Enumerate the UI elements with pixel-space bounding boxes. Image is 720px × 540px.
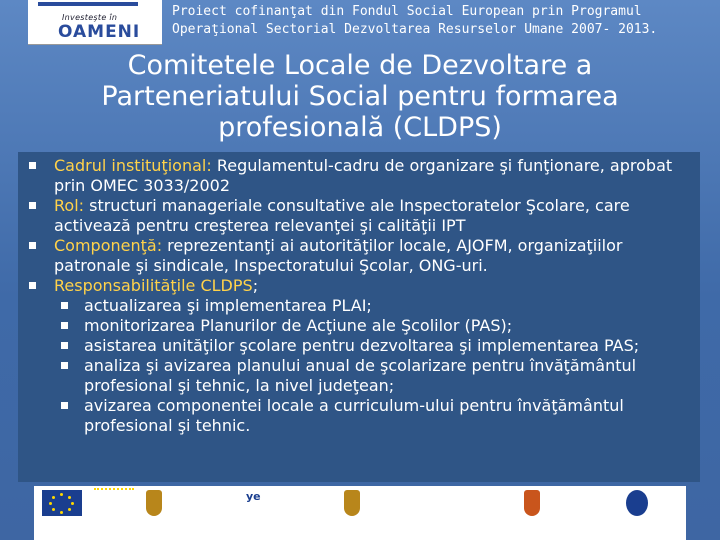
sub-item-text: actualizarea şi implementarea PLAI; <box>84 296 372 315</box>
item-text: structuri manageriale consultative ale Inspectoratelor Şcolare, care activează pentru creşterea relevanţei şi calităţii IPT <box>54 196 630 235</box>
list-item <box>24 196 698 236</box>
logo-wordmark: OAMENI <box>58 22 141 42</box>
item-keyword: Responsabilităţile CLDPS <box>54 276 253 295</box>
square-bullet-icon <box>61 342 68 349</box>
square-bullet-icon <box>29 282 36 289</box>
sub-list-item <box>24 336 698 356</box>
sub-list-item <box>24 296 698 316</box>
bullet-list <box>24 156 698 436</box>
project-header <box>172 3 657 39</box>
sub-item-text: avizarea componentei locale a curriculum-ului pentru învăţământul profesional şi tehnic. <box>84 396 624 435</box>
logo-stripe <box>38 2 138 6</box>
list-item <box>24 276 698 296</box>
oameni-logo <box>28 0 162 45</box>
square-bullet-icon <box>61 302 68 309</box>
square-bullet-icon <box>61 402 68 409</box>
coat-of-arms-icon <box>344 490 360 516</box>
title-line-3: profesională (CLDPS) <box>218 112 502 143</box>
coat-of-arms-icon <box>524 490 540 516</box>
title-line-1: Comitetele Locale de Dezvoltare a <box>127 50 593 81</box>
title-line-2: Parteneriatului Social pentru formarea <box>101 81 619 112</box>
square-bullet-icon <box>61 322 68 329</box>
sub-item-text: analiza şi avizarea planului anual de şcolarizare pentru învăţământul profesional şi tehnic, la nivel judeţean; <box>84 356 637 395</box>
header-line-1: Proiect cofinanţat din Fondul Social European prin Programul <box>172 4 642 19</box>
slide-title <box>0 50 720 143</box>
item-text: ; <box>252 276 259 295</box>
institution-seal-icon <box>626 490 648 516</box>
content-panel <box>18 152 700 482</box>
item-keyword: Cadrul instituţional: <box>54 156 212 175</box>
eu-flag-icon <box>42 490 82 516</box>
sub-item-text: asistarea unităţilor şcolare pentru dezvoltarea şi implementarea PAS; <box>84 336 640 355</box>
sub-item-text: monitorizarea Planurilor de Acţiune ale Şcolilor (PAS); <box>84 316 513 335</box>
logo-tagline: Investeşte în <box>62 13 118 22</box>
square-bullet-icon <box>29 162 36 169</box>
square-bullet-icon <box>29 202 36 209</box>
list-item <box>24 156 698 196</box>
square-bullet-icon <box>61 362 68 369</box>
item-keyword: Componenţă: <box>54 236 163 255</box>
header-line-2: Operaţional Sectorial Dezvoltarea Resurselor Umane 2007- 2013. <box>172 22 658 37</box>
square-bullet-icon <box>29 242 36 249</box>
coat-of-arms-icon <box>146 490 162 516</box>
sub-list-item <box>24 356 698 396</box>
ye-logo-icon: ye <box>246 490 261 503</box>
item-text: reprezentanţi ai autorităţilor locale, AJOFM, organizaţiilor patronale şi sindicale, Inspectoratului Şcolar, ONG-uri. <box>54 236 623 275</box>
list-item <box>24 236 698 276</box>
sub-list-item <box>24 396 698 436</box>
sub-list-item <box>24 316 698 336</box>
item-text: Regulamentul-cadru de organizare şi funţionare, aprobat prin OMEC 3033/2002 <box>54 156 673 195</box>
item-keyword: Rol: <box>54 196 85 215</box>
decorative-dotted-line <box>94 488 134 500</box>
footer-logos <box>34 486 686 540</box>
